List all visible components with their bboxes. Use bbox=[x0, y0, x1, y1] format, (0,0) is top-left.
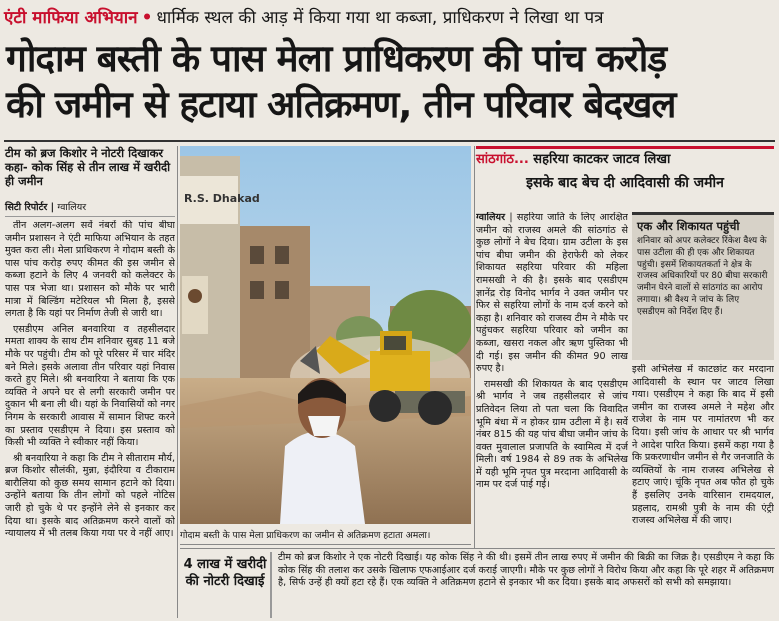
headline-line-1: गोदाम बस्ती के पास मेला प्राधिकरण की पांच करोड़ bbox=[6, 37, 667, 80]
byline-author: सिटी रिपोर्टर bbox=[5, 202, 48, 213]
byline-city: ग्वालियर bbox=[57, 202, 87, 213]
right-story-col-1: ग्वालियर | सहरिया जाति के लिए आरक्षित जमीन को राजस्व अमले की सांठगांठ से कुछ लोगों ने बेच दिया। ग्राम उटीला के इस पांच बीघा जमीन की हेराफेरी को लेकर शिकायत सहरिया परिवार की महिला रामसखी ने की है। इसके बाद एसडीएम ज्ञानेंद्र रोड़ विनोद भार्गव ने उक्त जमीन पर फिर से सहरिया लोगों के नाम दर्ज करने को कहा है। शनिवार को राजस्व टीम ने मौके पर पहुंचकर सहरिया परिवार को जमीन का कब्जा, खसरा नकल और ऋण पुस्तिका भी दी गई। इस जमीन की कीमत 90 लाख रुपए है। रामसखी की शिकायत के बाद एसडीएम श्री भार्गव ने जब तहसीलदार से जांच प्रतिवेदन लिया तो पता चला कि विवादित भूमि बंधा में न होकर ग्राम उटीला में है। सर्वे नंबर 815 की यह पांच बीघा जमीन जांच के वक्त मुवालाल प्रजापति के स्वामित्व में दर्ज मिली। वर्ष 1984 से 89 तक के अभिलेख में यही भूमि नृपत पुत्र मरदाना आदिवासी के नाम पर दर्ज पाई गई। bbox=[476, 212, 628, 491]
bottom-rule bbox=[180, 548, 775, 549]
byline: सिटी रिपोर्टर | ग्वालियर bbox=[5, 200, 175, 217]
pullquote: 4 लाख में खरीदी की नोटरी दिखाई bbox=[180, 552, 272, 618]
news-photo bbox=[180, 146, 471, 524]
demolition-scene-image bbox=[180, 146, 471, 524]
headline bbox=[6, 36, 776, 128]
left-para-3: श्री बनवारिया ने कहा कि टीम ने सीताराम मौर्य, ब्रज किशोर सौलंकी, मुन्ना, इंदौरिया व टीकाराम बारौलिया को कुछ समय सामान हटाने को दिया। उन्होंने बताया कि तीन लोगों को पहले नोटिस जारी हो चुके थे पर इन्होंने लेने से इनकार कर दिया था। इसके बाद अतिक्रमण करने वालों को न्यायालय में भी तलब किया गया पर वे नहीं आए। bbox=[5, 452, 175, 540]
right-col1-para-2: रामसखी की शिकायत के बाद एसडीएम श्री भार्गव ने जब तहसीलदार से जांच प्रतिवेदन लिया तो पता चला कि विवादित भूमि बंधा में न होकर ग्राम उटीला में है। सर्वे नंबर 815 की यह पांच बीघा जमीन जांच के वक्त मुवालाल प्रजापति के स्वामित्व में दर्ज मिली। वर्ष 1984 से 89 तक के अभिलेख में यही भूमि नृपत पुत्र मरदाना आदिवासी के नाम पर दर्ज पाई गई। bbox=[476, 378, 628, 491]
right-story-col-2 bbox=[632, 364, 774, 548]
kicker-line bbox=[4, 4, 775, 32]
right-story-label: सांठगांठ... bbox=[476, 152, 529, 167]
left-story-body bbox=[5, 220, 175, 618]
headline-rule bbox=[4, 140, 775, 142]
column-rule-left bbox=[177, 146, 178, 618]
bottom-paragraph: टीम को ब्रज किशोर ने एक नोटरी दिखाई। यह कोक सिंह ने की थी। इसमें तीन लाख रुपए में जमीन की बिक्री का जिक्र है। एसडीएम ने कहा कि कोक सिंह की तलाश कर उसके खिलाफ एफआईआर दर्ज कराई जाएगी। मौके पर कुछ लोगों ने विरोध किया और कहा कि पूरे शहर में अतिक्रमण है, सिर्फ उन्हें ही क्यों हटा रहे हैं। एक व्यक्ति ने अतिक्रमण हटाने से इनकार भी कर दिया। इसके बाद अफसरों को सभी को समझाया। bbox=[278, 552, 774, 589]
left-para-2: एसडीएम अनिल बनवारिया व तहसीलदार ममता शाक्य के साथ टीम शनिवार सुबह 11 बजे मौके पर पहुंची। टीम को पूरे परिसर में चार मंदिर बने मिले। इसके अलावा तीन परिवार यहां निवास करते हुए मिले। श्री बनवारिया ने बताया कि एक व्यक्ति ने अपने घर से लगी सरकारी जमीन पर दुकान भी बना ली थी। यहां के निवासियों को नगर निगम के सरकारी आवास में सामान शिफ्ट करने का प्रस्ताव एसडीएम ने दिया। इस प्रस्ताव को किसी भी व्यक्ति ने स्वीकार नहीं किया। bbox=[5, 323, 175, 449]
column-rule-right bbox=[474, 146, 475, 548]
kicker-text: धार्मिक स्थल की आड़ में किया गया था कब्जा, प्राधिकरण ने लिखा था पत्र bbox=[156, 8, 604, 28]
left-subhead: टीम को ब्रज किशोर ने नोटरी दिखाकर कहा- कोक सिंह से तीन लाख में खरीदी ही जमीन bbox=[5, 146, 171, 188]
right-col1-para-1: सहरिया जाति के लिए आरक्षित जमीन को राजस्व अमले की सांठगांठ से कुछ लोगों ने बेच दिया। ग्राम उटीला के इस पांच बीघा जमीन की हेराफेरी को लेकर शिकायत सहरिया परिवार की महिला रामसखी ने की है। इसके बाद एसडीएम ज्ञानेंद्र रोड़ विनोद भार्गव ने उक्त जमीन पर फिर से सहरिया लोगों के नाम दर्ज करने को कहा है। शनिवार को राजस्व टीम ने मौके पर पहुंचकर सहरिया परिवार को जमीन का कब्जा, खसरा नकल और ऋण पुस्तिका भी दी गई। इस जमीन की कीमत 90 लाख रुपए है। bbox=[476, 212, 628, 375]
campaign-tag: एंटी माफिया अभियान bbox=[4, 8, 138, 28]
shop-sign-text: R.S. Dhakad bbox=[184, 192, 260, 205]
left-para-1: तीन अलग-अलग सर्वे नंबरों की पांच बीघा जमीन प्रशासन ने एंटी माफिया अभियान के तहत मुक्त करा ली। मेला प्राधिकरण ने गोदाम बस्ती के पास पांच करोड़ रुपए कीमत की इस जमीन से कब्जा हटाने के लिए 4 जनवरी को कलेक्टर के पास पत्र भेजा था। प्रशासन को मौके पर भारी मात्रा में बिल्डिंग मटेरियल भी मिला है, इससे लगता है कि यहां पर निर्माण तेजी से जारी था। bbox=[5, 220, 175, 320]
sidebox-title: एक और शिकायत पहुंची bbox=[637, 219, 740, 233]
headline-line-2: की जमीन से हटाया अतिक्रमण, तीन परिवार बेदखल bbox=[6, 83, 676, 126]
complaint-sidebox bbox=[632, 212, 774, 360]
sidebox-body: शनिवार को अपर कलेक्टर रिंकेश वैश्य के पास उटीला की ही एक और शिकायत पहुंची। इसमें शिकायतकर्ता ने क्षेत्र के राजस्व अधिकारियों पर 80 बीघा सरकारी जमीन घेरने वालों से सांठगांठ का आरोप लगाया। श्री वैश्य ने जांच के लिए एसडीएम को निर्देश दिए हैं। bbox=[637, 236, 768, 317]
right-col2-para: इसी अभिलेख में काटछांट कर मरदाना आदिवासी के स्थान पर जाटव लिखा गया। एसडीएम ने कहा कि बाद में इसी जमीन का राजस्व अमले ने महेश और राजेश के नाम पर नामांतरण भी कर दिया। इसी जांच के आधार पर श्री भार्गव ने आदेश पारित किया। इसमें कहा गया है कि प्रकरणाधीन जमीन से गैर जनजाति के व्यक्तियों के नाम राजस्व अभिलेख से हटाए जाएं। चूंकि नृपत अब फौत हो चुके हैं इसलिए उनके वारिसान रामदयाल, प्रहलाद, रामश्री पुत्री के नाम की एंट्री राजस्व अभिलेख में की जाए। bbox=[632, 364, 774, 527]
right-story-heading-2: इसके बाद बेच दी आदिवासी की जमीन bbox=[526, 175, 724, 191]
right-dateline: ग्वालियर bbox=[476, 212, 505, 223]
right-story-heading bbox=[476, 146, 774, 204]
kicker-separator: • bbox=[141, 8, 153, 28]
photo-caption: गोदाम बस्ती के पास मेला प्राधिकरण का जमीन से अतिक्रमण हटाता अमला। bbox=[180, 527, 471, 545]
right-story-heading-1: सहरिया काटकर जाटव लिखा bbox=[533, 152, 671, 167]
